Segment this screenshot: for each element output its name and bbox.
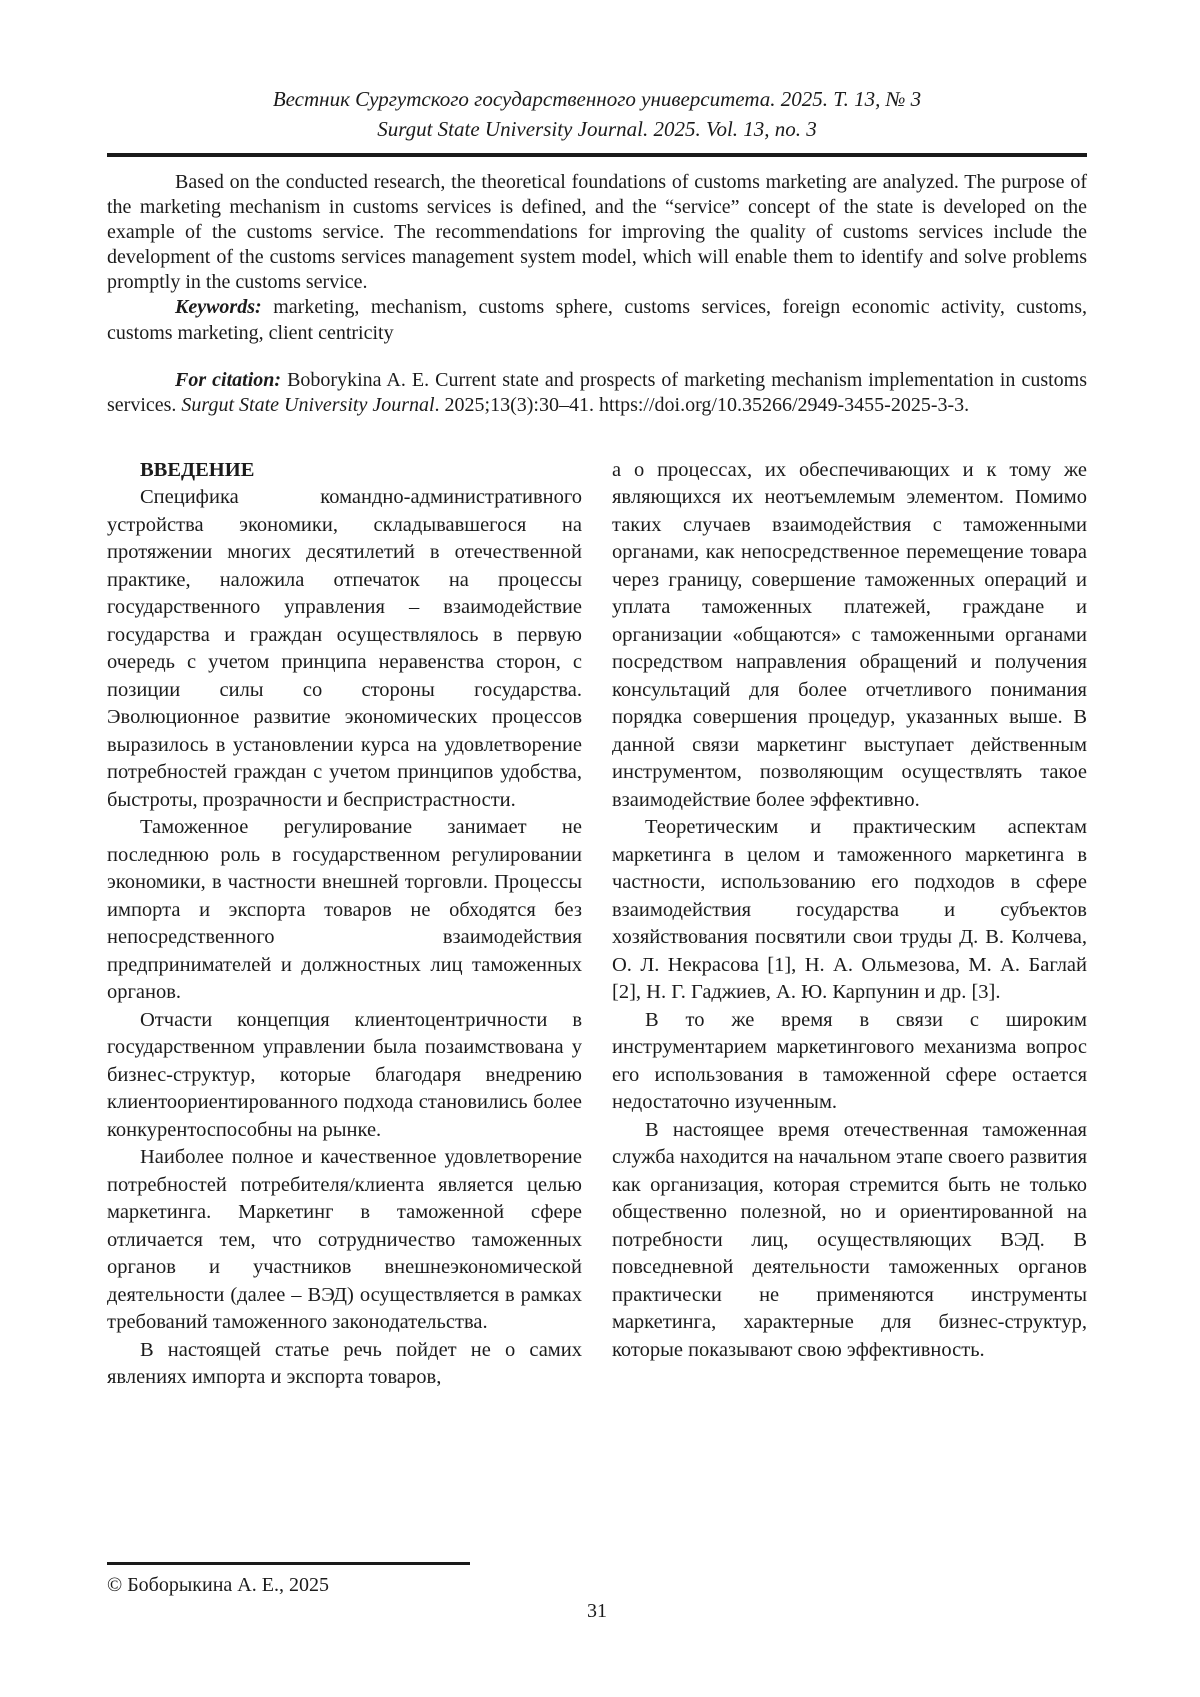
- paragraph-article-scope-start: В настоящей статье речь пойдет не о самих явлениях импорта и экспорта товаров,: [107, 1338, 582, 1389]
- section-heading-introduction: ВВЕДЕНИЕ: [140, 458, 255, 481]
- paragraph-specifics: Специфика командно-административного устройства экономики, складывавшегося на протяжении многих десятилетий в отечественной практике, наложила отпечаток на процессы государственного управления – взаимодействие государства и граждан осуществлялось в первую очередь с учетом принципа неравенства сторон, с позиции силы со стороны государства. Эволюционное развитие экономических процессов выразилось в установлении курса на удовлетворение потребностей граждан с учетом принципов удобства, быстроты, прозрачности и беспристрастности.: [107, 486, 582, 811]
- article-body-columns: [107, 457, 1087, 1392]
- journal-header: [107, 84, 1087, 144]
- keywords-text: marketing, mechanism, customs sphere, customs services, foreign economic activity, customs, customs marketing, client centricity: [107, 296, 1087, 344]
- paragraph-marketing-goal: Наиболее полное и качественное удовлетворение потребностей потребителя/клиента является целью маркетинга. Маркетинг в таможенной сфере отличается тем, что сотрудничество таможенных органов и участников внешнеэкономической деятельности (далее – ВЭД) осуществляется в рамках требований таможенного законодательства.: [107, 1146, 582, 1334]
- keywords-label: Keywords:: [175, 296, 262, 319]
- journal-title-en: Surgut State University Journal. 2025. Vol. 13, no. 3: [377, 117, 817, 141]
- citation-journal-name: Surgut State University Journal: [181, 393, 435, 416]
- citation-text-after-journal: . 2025;13(3):30–41. https://doi.org/10.35266/2949-3455-2025-3-3.: [434, 393, 970, 416]
- copyright-line: © Боборыкина А. Е., 2025: [107, 1574, 329, 1596]
- paragraph-customs-regulation: Таможенное регулирование занимает не последнюю роль в государственном регулировании экономики, в частности внешней торговли. Процессы импорта и экспорта товаров не обходятся без непосредственного взаимодействия предпринимателей и должностных лиц таможенных органов.: [107, 816, 582, 1004]
- paragraph-understudied-question: В то же время в связи с широким инструментарием маркетингового механизма вопрос его использования в таможенной сфере остается недостаточно изученным.: [612, 1008, 1087, 1114]
- paragraph-theoretical-aspects: Теоретическим и практическим аспектам маркетинга в целом и таможенного маркетинга в частности, использованию его подходов в сфере взаимодействия государства и субъектов хозяйствования посвятили свои труды Д. В. Колчева, О. Л. Некрасова [1], Н. А. Ольмезова, М. А. Баглай [2], Н. Г. Гаджиев, А. Ю. Карпунин и др. [3].: [612, 816, 1087, 1004]
- paragraph-article-scope-continuation: а о процессах, их обеспечивающих и к тому же являющихся их неотъемлемым элементом. Помимо таких случаев взаимодействия с таможенными органами, как непосредственное перемещение товара через границу, совершение таможенных операций и уплата таможенных платежей, граждане и организации «общаются» с таможенными органами посредством направления обращений и получения консультаций для более отчетливого понимания порядка совершения процедур, указанных выше. В данной связи маркетинг выступает действенным инструментом, позволяющим осуществлять такое взаимодействие более эффективно.: [612, 458, 1087, 811]
- header-rule: [107, 153, 1087, 157]
- page-number: 31: [587, 1600, 607, 1622]
- citation-text-before-journal: Boborykina A. E. Current state and prospects of marketing mechanism implementation in customs services.: [107, 368, 1087, 416]
- citation-label: For citation:: [175, 368, 282, 391]
- paragraph-current-state: В настоящее время отечественная таможенная служба находится на начальном этапе своего развития как организация, которая стремится быть не только общественно полезной, но и ориентированной на потребности лиц, осуществляющих ВЭД. В повседневной деятельности таможенных органов практически не применяются инструменты маркетинга, характерные для бизнес-структур, которые показывают свою эффективность.: [612, 1118, 1087, 1361]
- journal-title-ru: Вестник Сургутского государственного университета. 2025. Т. 13, № 3: [272, 87, 922, 111]
- left-column: [107, 457, 582, 1392]
- page-content: [107, 0, 1087, 1392]
- footer-rule: [107, 1562, 470, 1565]
- keywords-paragraph: [107, 295, 1087, 345]
- paragraph-client-centricity: Отчасти концепция клиентоцентричности в государственном управлении была позаимствована у бизнес-структур, которые благодаря внедрению клиентоориентированного подхода становились более конкурентоспособны на рынке.: [107, 1008, 582, 1141]
- right-column: [612, 457, 1087, 1392]
- abstract-paragraph: Based on the conducted research, the theoretical foundations of customs marketing are analyzed. The purpose of the marketing mechanism in customs services is defined, and the “service” concept of the state is developed on the example of the customs service. The recommendations for improving the quality of customs services include the development of the customs services management system model, which will enable them to identify and solve problems promptly in the customs service.: [107, 171, 1087, 294]
- citation-paragraph: [107, 368, 1087, 418]
